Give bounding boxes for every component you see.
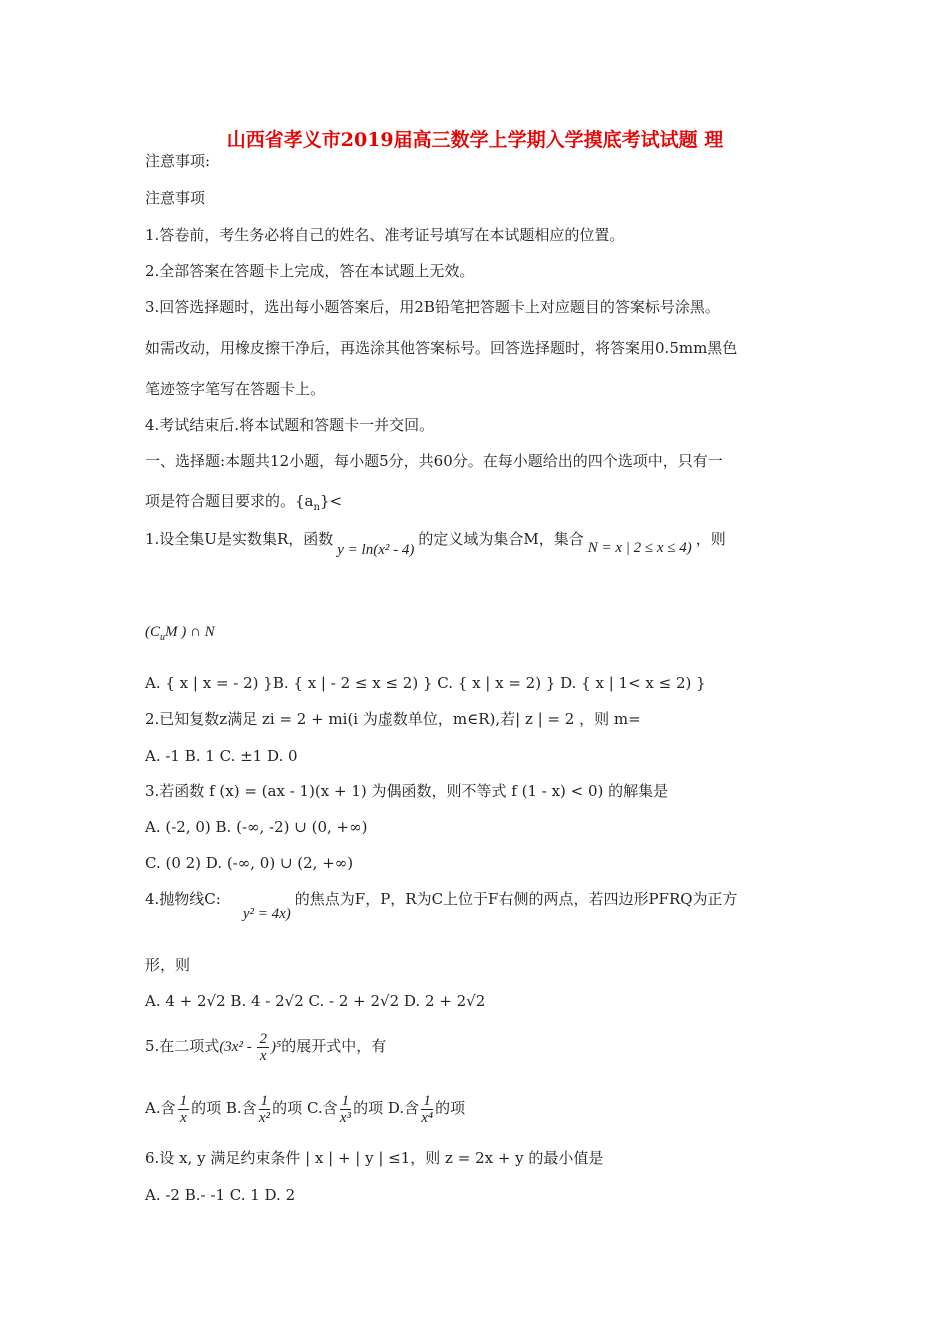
question-3: 3.若函数 f (x) = (ax - 1)(x + 1) 为偶函数，则不等式 f (1 - x) < 0) 的解集是 — [145, 782, 669, 800]
question-5-options: A.含 $\frac{1}{x}$ 的项 B.含 $\frac{1}{\text{x²}}$ 的项 C.含 $\frac{1}{\text{x³}}$ 的项 D.含 $\frac{1}{\text{x⁴}}$ 的项 — [145, 1092, 466, 1126]
section-heading: 一、选择题:本题共12小题，每小题5分，共60分。在每小题给出的四个选项中，只有一 — [145, 452, 723, 470]
question-6: 6.设 x, y 满足约束条件 | x | + | y | ≤1，则 z = 2x + y 的最小值是 — [145, 1149, 604, 1167]
question-2: 2.已知复数z满足 zi = 2 + mi(i 为虚数单位，m∈R),若| z | = 2 ，则 m= — [145, 710, 641, 728]
question-1: 1.设全集U是实数集R，函数y = ln(x² - 4)的定义域为集合M，集合 N = x | 2 ≤ x ≤ 4) ，则 — [145, 530, 726, 558]
note-item: 1.答卷前，考生务必将自己的姓名、准考证号填写在本试题相应的位置。 — [145, 226, 625, 244]
notes-heading: 注意事项: — [145, 152, 211, 170]
note-item: 2.全部答案在答题卡上完成，答在本试题上无效。 — [145, 262, 475, 280]
page-title: 山西省孝义市2019届高三数学上学期入学摸底考试试题 理 — [226, 129, 724, 151]
question-4-cont: 形，则 — [145, 956, 191, 974]
question-3-options: C. (0 2) D. (-∞, 0) ∪ (2, +∞) — [145, 854, 354, 872]
note-item: 3.回答选择题时，选出每小题答案后，用2B铅笔把答题卡上对应题目的答案标号涂黑。 — [145, 298, 720, 316]
question-4-options: A. 4 + 2√2 B. 4 - 2√2 C. - 2 + 2√2 D. 2 + 2√2 — [145, 992, 486, 1010]
question-1-options: A. { x | x = - 2) }B. { x | - 2 ≤ x ≤ 2) } C. { x | x = 2) } D. { x | 1< x ≤ 2) } — [145, 674, 706, 692]
note-item: 如需改动，用橡皮擦干净后，再选涂其他答案标号。回答选择题时，将答案用0.5mm黑色 — [145, 339, 738, 357]
question-2-options: A. -1 B. 1 C. ±1 D. 0 — [145, 747, 298, 765]
note-item: 笔迹签字笔写在答题卡上。 — [145, 380, 326, 398]
question-6-options: A. -2 B.- -1 C. 1 D. 2 — [145, 1186, 296, 1204]
question-3-options: A. (-2, 0) B. (-∞, -2) ∪ (0, +∞) — [145, 818, 368, 836]
notes-subheading: 注意事项 — [145, 189, 206, 207]
note-item: 4.考试结束后.将本试题和答题卡一并交回。 — [145, 416, 435, 434]
section-heading-cont: 项是符合题目要求的。$\{a_n\}<$ — [145, 492, 343, 513]
question-5: 5.在二项式(3x² - $\frac{2}{x}$ )⁵的展开式中，有 — [145, 1030, 387, 1064]
question-4: 4.抛物线C:y² = 4x)的焦点为F，P，R为C上位于F右侧的两点，若四边形PFRQ为正方 — [145, 890, 738, 922]
question-1-expression: ($C_uM$ ) ∩ N — [145, 624, 215, 643]
